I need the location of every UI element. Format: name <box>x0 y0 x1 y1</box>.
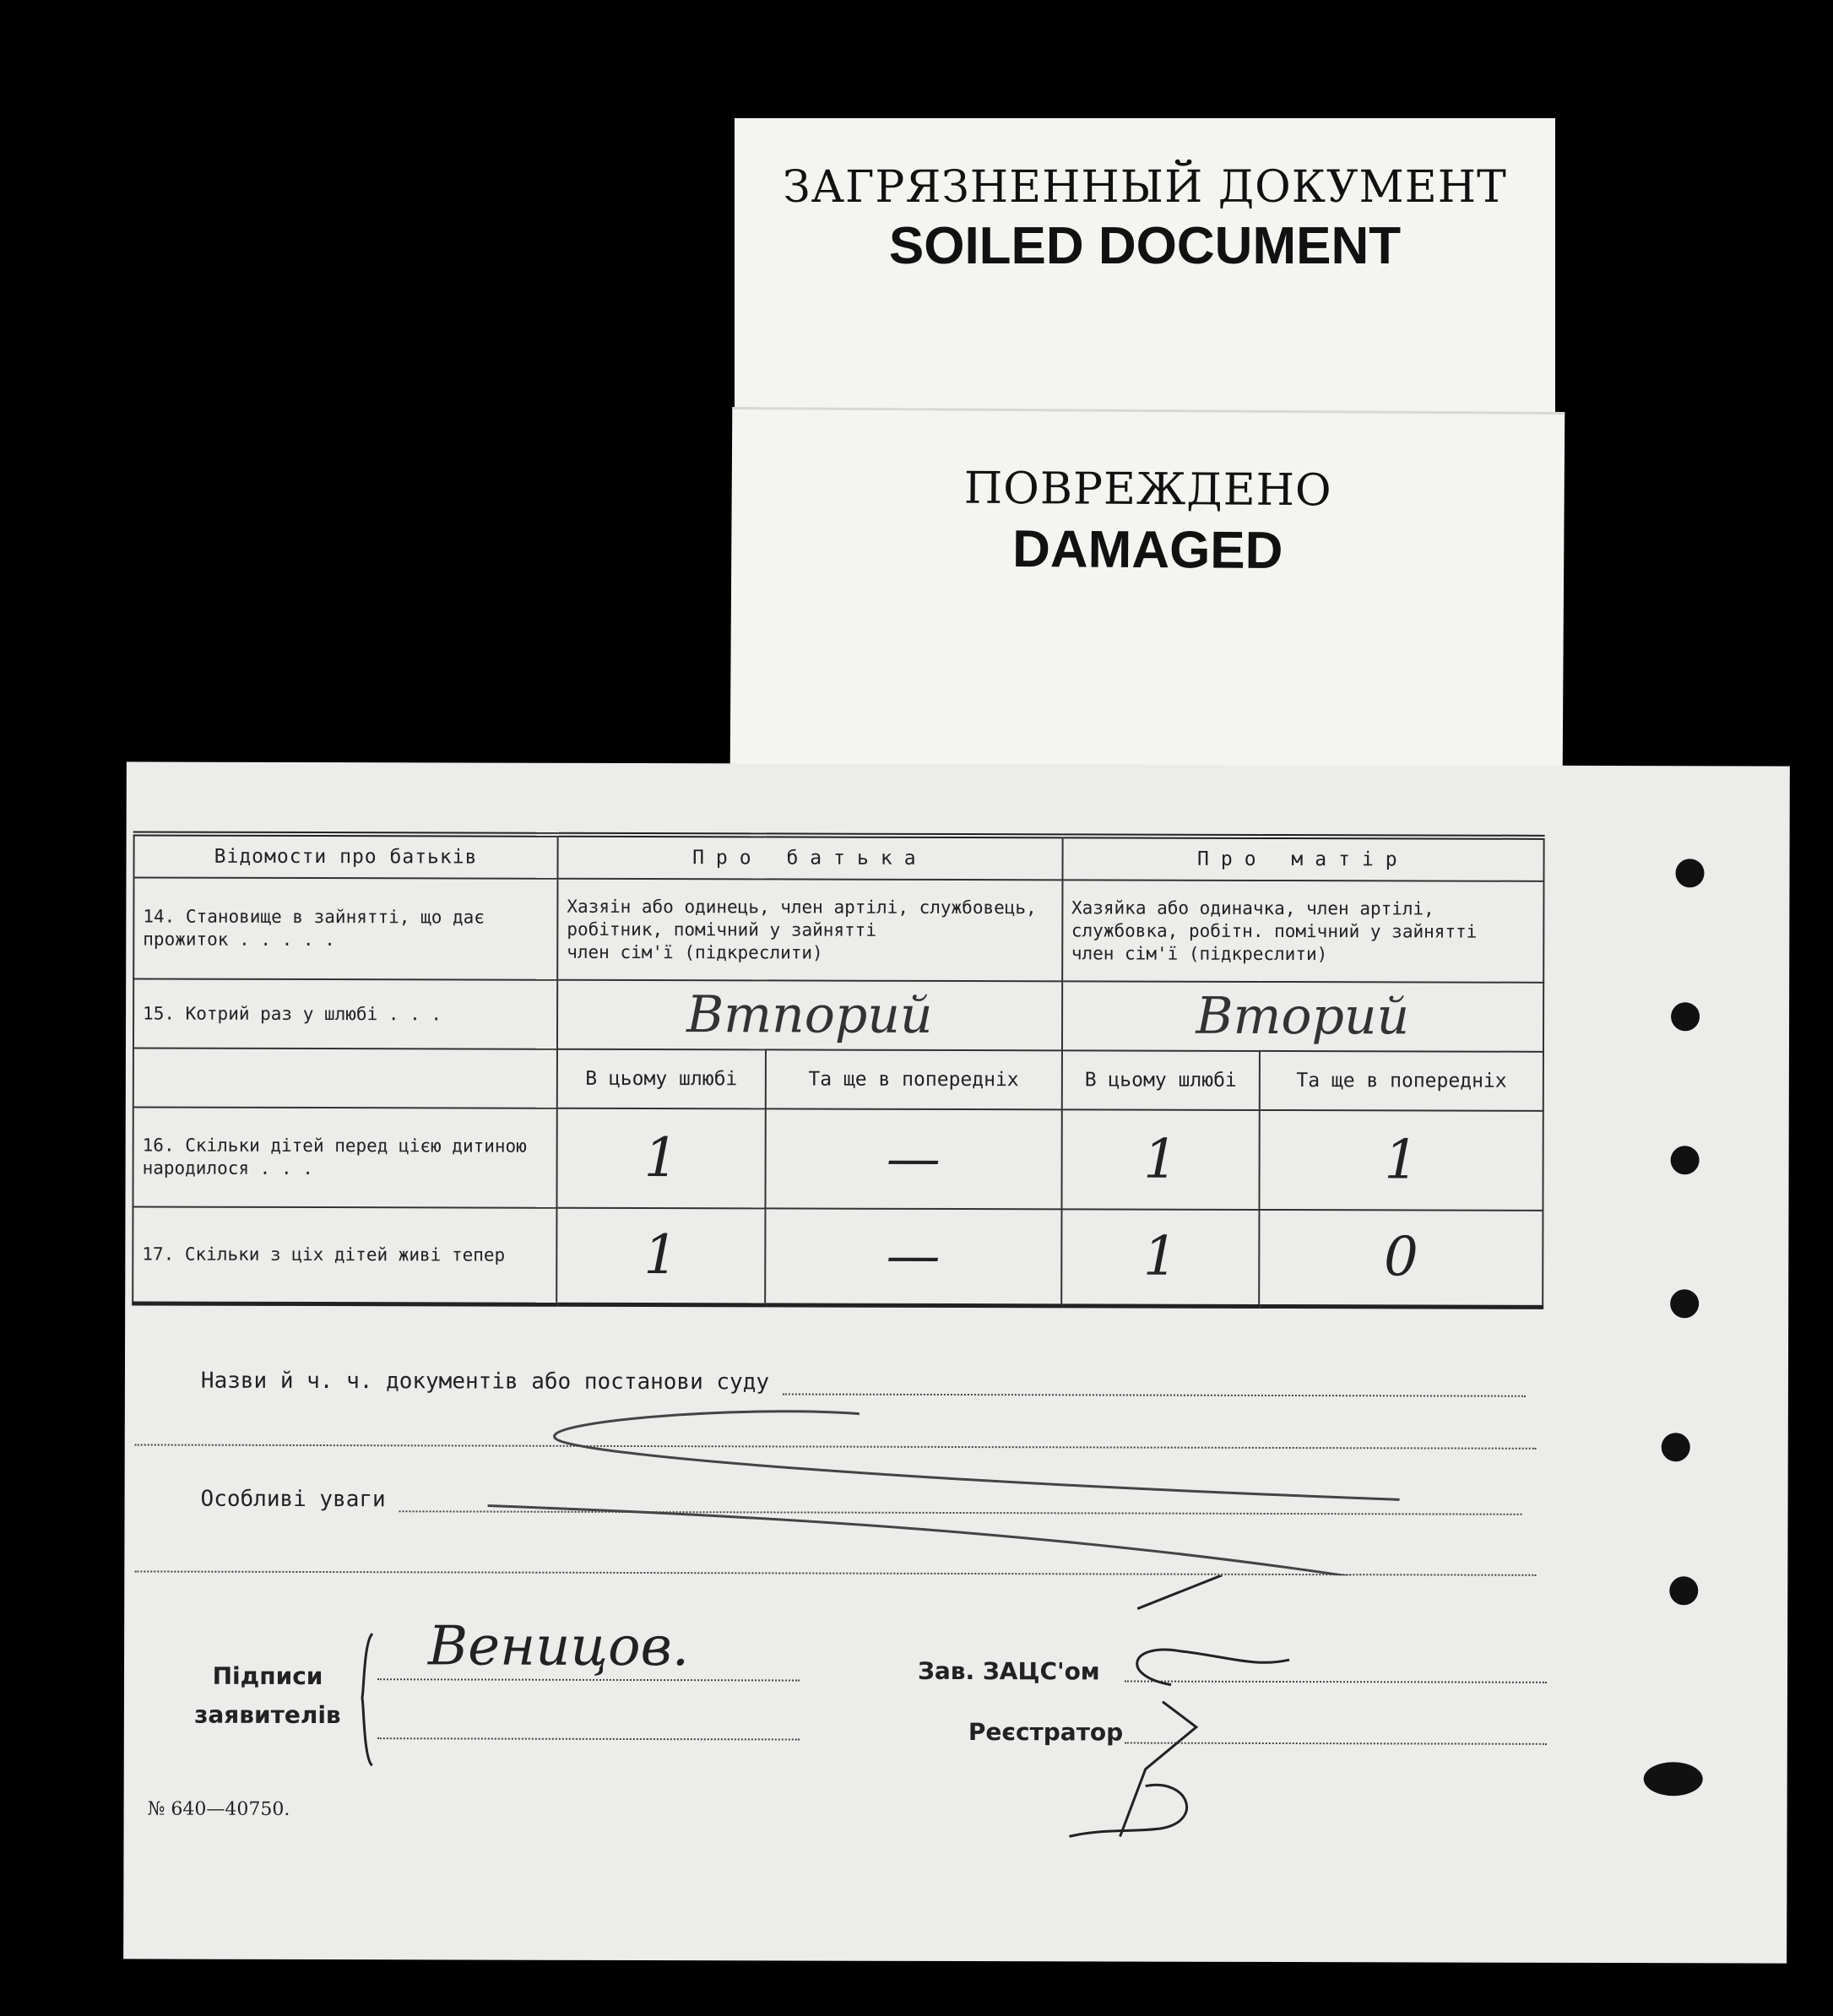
subheader-row <box>133 1048 1543 1110</box>
applicants-label: Підписи заявителів <box>194 1661 341 1730</box>
table-header-row <box>134 833 1544 881</box>
soiled-notice-ru: ЗАГРЯЗНЕННЫЙ ДОКУМЕНТ <box>783 162 1507 213</box>
row17-father-prev: — <box>765 1208 1061 1305</box>
punch-hole <box>1671 1002 1700 1031</box>
damaged-notice-en: DAMAGED <box>1011 520 1283 580</box>
subheader-mother-this: В цьому шлюбі <box>1061 1050 1260 1110</box>
header-father: Про батька <box>557 835 1062 881</box>
punch-hole <box>1670 1289 1699 1318</box>
subheader-mother-prev: Та ще в попередніх <box>1260 1051 1543 1111</box>
row-15 <box>133 978 1543 1051</box>
applicant-signature-line-2 <box>377 1737 800 1740</box>
row17-mother-prev: 0 <box>1259 1210 1543 1307</box>
applicant-signature-line-1 <box>377 1678 800 1681</box>
applicant-signature: Веницов. <box>428 1615 690 1679</box>
row17-label: 17. Скільки з ціх дітей живі тепер <box>133 1206 556 1303</box>
documents-label: Назви й ч. ч. документів або постанови суду <box>200 1368 770 1395</box>
punch-hole <box>1662 1433 1690 1461</box>
zags-head-label: Зав. ЗАЦС'ом <box>918 1656 1100 1686</box>
row15-label: 15. Котрий раз у шлюбі . . . <box>133 978 557 1049</box>
subheader-father-this: В цьому шлюбі <box>557 1049 766 1109</box>
header-mother: Про матір <box>1062 836 1544 881</box>
registrar-label: Реєстратор <box>968 1718 1124 1747</box>
punch-hole <box>1675 859 1704 887</box>
row-17 <box>133 1206 1543 1306</box>
subheader-father-prev: Та ще в попередніх <box>766 1049 1062 1109</box>
row-16 <box>133 1107 1543 1210</box>
row16-mother-prev: 1 <box>1260 1110 1543 1211</box>
row14-mother-text: Хазяйка або одиначка, член артілі, службовка, робітн. помічний у зайнятті <box>1071 897 1478 942</box>
form-number: № 640—40750. <box>147 1798 290 1820</box>
damaged-notice <box>730 407 1565 773</box>
punch-hole <box>1669 1576 1698 1605</box>
row-14 <box>133 877 1543 982</box>
punch-hole <box>1671 1146 1700 1174</box>
punch-hole <box>1644 1762 1703 1796</box>
row15-mother-value: Вторий <box>1062 981 1544 1051</box>
row14-father-tail: член сім'ї (підкреслити) <box>567 941 823 963</box>
subheader-blank <box>133 1048 557 1108</box>
registration-form-sheet <box>123 761 1790 1963</box>
row17-father-this: 1 <box>556 1208 765 1305</box>
row15-father-value: Втпорий <box>557 980 1062 1051</box>
applicants-brace <box>359 1632 376 1767</box>
soiled-document-notice <box>735 118 1555 456</box>
notes-label: Особливі уваги <box>200 1486 386 1513</box>
header-info: Відомости про батьків <box>134 833 558 878</box>
parents-info-table <box>132 831 1544 1309</box>
row14-father-text: Хазяін або одинець, член артілі, службовець, робітник, помічний у зайнятті <box>567 896 1037 940</box>
row16-father-prev: — <box>765 1108 1061 1209</box>
row17-mother-this: 1 <box>1061 1209 1260 1306</box>
strike-through-marks <box>487 1388 1417 1576</box>
row14-mother-tail: член сім'ї (підкреслити) <box>1071 942 1328 964</box>
row14-label: 14. Становище в зайнятті, що дає прожиток . . . . . <box>133 877 557 979</box>
official-signature-scribble <box>1002 1574 1358 1845</box>
damaged-notice-ru: ПОВРЕЖДЕНО <box>963 463 1332 517</box>
row16-father-this: 1 <box>556 1108 765 1209</box>
row14-mother <box>1062 880 1544 982</box>
soiled-notice-en: SOILED DOCUMENT <box>888 217 1402 275</box>
row14-father <box>557 879 1062 982</box>
row16-mother-this: 1 <box>1061 1109 1260 1210</box>
row16-label: 16. Скільки дітей перед цією дитиною народилося . . . <box>133 1107 556 1207</box>
